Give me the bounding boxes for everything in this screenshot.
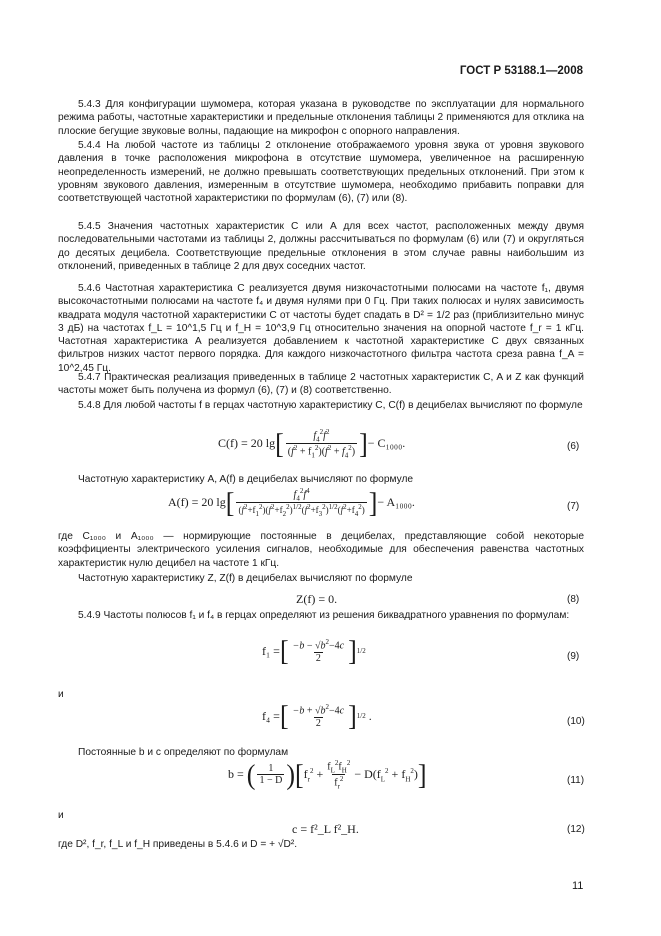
formula-z bbox=[296, 592, 337, 607]
formula-f1-lhs: f₁ = bbox=[262, 643, 280, 658]
formula-a-lhs: A(f) = 20 lg bbox=[168, 495, 226, 510]
formula-f4-lhs: f₄ = bbox=[262, 708, 280, 723]
final-note: где D², f_r, f_L и f_H приведены в 5.4.6 и D = + √D². bbox=[58, 839, 298, 850]
where-c1000: где C₁₀₀₀ и A₁₀₀₀ — нормирующие постоянные в децибелах, представляющие собой некоторые коэффициенты электрического усиления сигналов, необходимые для обеспечения равенства частотных характеристик нулю децибел на частоте 1 кГц. bbox=[58, 531, 584, 569]
paragraph-5-4-6: 5.4.6 Частотная характеристика C реализуется двумя низкочастотными полюсами на частоте f₁, двумя высокочастотными полюсами на частоте f₄ и двумя нулями при 0 Гц. При таких полюсах и нулях зависимость квадрата модуля частотной характеристики C от частоты будет спадать в D² = 1/2 раз (приблизительно минус 3 дБ) на частотах f_L = 10^1,5 Гц и f_H = 10^3,9 Гц относительно значения на опорной частоте f_r = 1 кГц. Частотная характеристика A реализуется добавлением к частотной характеристике C двух связанных фильтров низких частот первого порядка. Для каждого низкочастотного фильтра частота среза равна f_A = 10^2,45 Гц. bbox=[58, 283, 584, 374]
formula-c-fraction: $\frac{f_4^2f^2}{(f^2 + f_1^2)(f^2 + f_4^2)}$ bbox=[287, 428, 356, 460]
formula-b: b = ( $\frac{1}{1 - D}$ ) [ $f_r^2$ + $\frac{f_L^2f_H^2}{f_r^2}$ − $D(f_L^2 + f_H^2)$ ] bbox=[228, 758, 427, 791]
z-intro: Частотную характеристику Z, Z(f) в децибелах вычисляют по формуле bbox=[78, 573, 413, 584]
and-2: и bbox=[58, 810, 64, 821]
formula-c-lhs: C(f) = 20 lg bbox=[218, 436, 276, 451]
bc-intro: Постоянные b и c определяют по формулам bbox=[78, 747, 289, 758]
formula-a: A(f) = 20 lg [ $\frac{f_4^2f^4}{(f^2+f_1^2)(f^2+f_2^2)^{1/2}(f^2+f_3^2)^{1/2}(f^2+f_4^2)}$ ] − A₁₀₀₀. bbox=[168, 486, 415, 519]
formula-number-9: (9) bbox=[567, 651, 580, 662]
formula-f1: f₁ = [ $\frac{-b - √b^2-4c}{2}$ ] 1/2 bbox=[262, 634, 366, 667]
paragraph-5-4-5: 5.4.5 Значения частотных характеристик C или A для всех частот, расположенных между двумя последовательными частотами из таблицы 2, должны рассчитываться по формулам (6) или (7) и округляться до десятых децибела. Соответствующие предельные отклонения в этом случае равны наибольшим из отклонений, приведенных в таблице 2 для двух соседних частот. bbox=[58, 221, 584, 272]
formula-number-7: (7) bbox=[567, 501, 580, 512]
formula-number-8: (8) bbox=[567, 594, 580, 605]
page-number: 11 bbox=[572, 880, 584, 892]
formula-f4: f₄ = [ $\frac{-b + √b^2-4c}{2}$ ] 1/2 . bbox=[262, 699, 372, 732]
paragraph-5-4-3: 5.4.3 Для конфигурации шумомера, которая указана в руководстве по эксплуатации для нормального режима работы, частотные характеристики и предельные отклонения таблицы 2 применяются для отклика на плоские бегущие звуковые волны, падающие на микрофон с опорного направления. bbox=[58, 99, 584, 137]
formula-f1-fraction: $\frac{-b - √b^2-4c}{2}$ bbox=[292, 638, 345, 664]
formula-b-lhs: b = bbox=[228, 767, 244, 782]
formula-c-const bbox=[292, 822, 359, 837]
formula-number-11: (11) bbox=[567, 775, 585, 786]
formula-z-text: Z(f) = 0. bbox=[296, 592, 338, 606]
formula-c: C(f) = 20 lg [ $\frac{f_4^2f^2}{(f^2 + f_1^2)(f^2 + f_4^2)}$ ] − C₁₀₀₀. bbox=[218, 427, 406, 460]
paragraph-5-4-7: 5.4.7 Практическая реализация приведенных в таблице 2 частотных характеристик C, A и Z как функций частоты может быть получена из формул (6), (7) и (8) соответственно. bbox=[58, 372, 584, 397]
and-1: и bbox=[58, 689, 64, 700]
formula-number-10: (10) bbox=[567, 716, 585, 727]
standard-header: ГОСТ Р 53188.1—2008 bbox=[459, 65, 583, 77]
formula-c-const-text: c = f²_L f²_H. bbox=[292, 822, 359, 836]
formula-a-rhs: − A₁₀₀₀. bbox=[377, 495, 415, 510]
a-intro: Частотную характеристику A, A(f) в децибелах вычисляют по формуле bbox=[78, 474, 414, 485]
formula-number-6: (6) bbox=[567, 441, 580, 452]
formula-c-rhs: − C₁₀₀₀. bbox=[367, 436, 406, 451]
paragraph-5-4-8: 5.4.8 Для любой частоты f в герцах частотную характеристику C, C(f) в децибелах вычисляют по формуле bbox=[78, 400, 583, 411]
paragraph-5-4-9: 5.4.9 Частоты полюсов f₁ и f₄ в герцах определяют из решения биквадратного уравнения по формулам: bbox=[78, 610, 570, 621]
formula-number-12: (12) bbox=[567, 824, 585, 835]
formula-f4-fraction: $\frac{-b + √b^2-4c}{2}$ bbox=[292, 703, 345, 729]
formula-a-fraction: $\frac{f_4^2f^4}{(f^2+f_1^2)(f^2+f_2^2)^{1/2}(f^2+f_3^2)^{1/2}(f^2+f_4^2)}$ bbox=[238, 487, 365, 519]
paragraph-5-4-4: 5.4.4 На любой частоте из таблицы 2 отклонение отображаемого уровня звука от уровня звукового давления в точке расположения микрофона в отсутствие шумомера, увеличенное на расширенную неопределенность измерений, не должно превышать соответствующих предельных отклонений. При этом к уровням звукового давления, измеренным в отсутствие шумомера, необходимо прибавить поправки для соответствующей частотной характеристики по формулам (6), (7) или (8). bbox=[58, 140, 584, 205]
